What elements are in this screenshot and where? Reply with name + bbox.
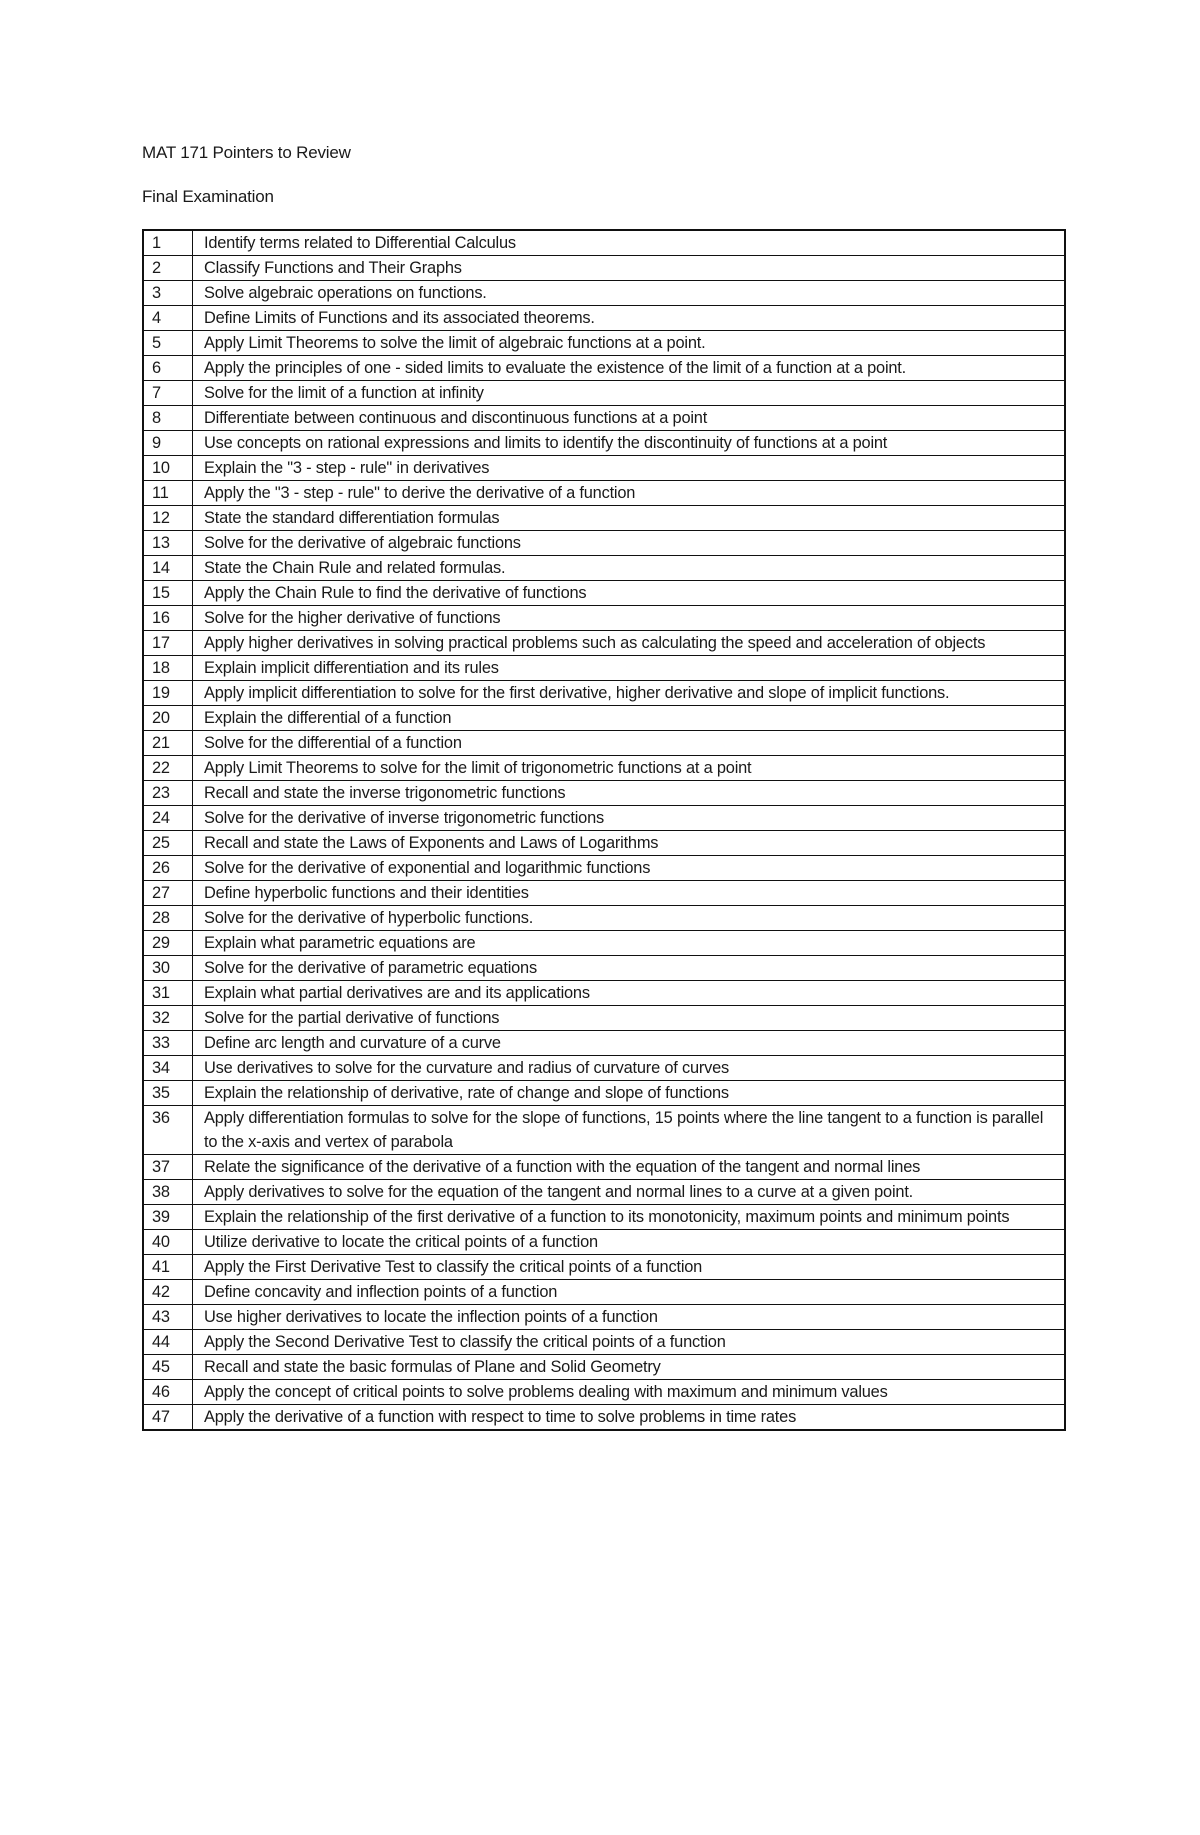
row-topic: Explain the relationship of the first derivative of a function to its monotonicity, maximum points and minimum points [193, 1205, 1066, 1230]
table-row [143, 1031, 1065, 1056]
row-number: 4 [143, 306, 193, 331]
row-topic: Apply the Chain Rule to find the derivative of functions [193, 581, 1066, 606]
document-title: MAT 171 Pointers to Review [142, 143, 351, 162]
table-row [143, 631, 1065, 656]
row-number: 5 [143, 331, 193, 356]
row-number: 2 [143, 256, 193, 281]
row-topic: Explain what parametric equations are [193, 931, 1066, 956]
row-number: 21 [143, 731, 193, 756]
row-number: 33 [143, 1031, 193, 1056]
table-row [143, 281, 1065, 306]
row-topic: Identify terms related to Differential Calculus [193, 230, 1066, 256]
row-topic: Relate the significance of the derivative of a function with the equation of the tangent and normal lines [193, 1155, 1066, 1180]
table-row [143, 881, 1065, 906]
table-row [143, 456, 1065, 481]
row-topic: Explain what partial derivatives are and its applications [193, 981, 1066, 1006]
row-number: 26 [143, 856, 193, 881]
row-number: 19 [143, 681, 193, 706]
row-topic: Solve for the partial derivative of functions [193, 1006, 1066, 1031]
row-topic: Solve for the derivative of algebraic functions [193, 531, 1066, 556]
row-number: 44 [143, 1330, 193, 1355]
table-row [143, 931, 1065, 956]
row-number: 13 [143, 531, 193, 556]
row-topic: Recall and state the inverse trigonometric functions [193, 781, 1066, 806]
row-topic: Apply the "3 - step - rule" to derive the derivative of a function [193, 481, 1066, 506]
table-row [143, 331, 1065, 356]
row-number: 34 [143, 1056, 193, 1081]
table-row [143, 1305, 1065, 1330]
row-topic: State the standard differentiation formulas [193, 506, 1066, 531]
row-topic: Recall and state the Laws of Exponents and Laws of Logarithms [193, 831, 1066, 856]
row-topic: Apply higher derivatives in solving practical problems such as calculating the speed and acceleration of objects [193, 631, 1066, 656]
row-number: 36 [143, 1106, 193, 1155]
row-topic: Explain the relationship of derivative, rate of change and slope of functions [193, 1081, 1066, 1106]
table-row [143, 1355, 1065, 1380]
row-topic: Recall and state the basic formulas of Plane and Solid Geometry [193, 1355, 1066, 1380]
table-row [143, 1205, 1065, 1230]
table-row [143, 506, 1065, 531]
row-topic: Apply the derivative of a function with respect to time to solve problems in time rates [193, 1405, 1066, 1431]
row-topic: Apply implicit differentiation to solve for the first derivative, higher derivative and slope of implicit functions. [193, 681, 1066, 706]
row-number: 8 [143, 406, 193, 431]
row-number: 31 [143, 981, 193, 1006]
row-topic: Explain the "3 - step - rule" in derivatives [193, 456, 1066, 481]
row-number: 32 [143, 1006, 193, 1031]
table-row [143, 1255, 1065, 1280]
table-row [143, 856, 1065, 881]
row-number: 35 [143, 1081, 193, 1106]
row-number: 7 [143, 381, 193, 406]
table-row [143, 1081, 1065, 1106]
row-topic: Use derivatives to solve for the curvature and radius of curvature of curves [193, 1056, 1066, 1081]
table-row [143, 406, 1065, 431]
row-topic: Define arc length and curvature of a curve [193, 1031, 1066, 1056]
row-number: 43 [143, 1305, 193, 1330]
table-row [143, 906, 1065, 931]
table-row [143, 1280, 1065, 1305]
row-number: 38 [143, 1180, 193, 1205]
row-topic: Explain implicit differentiation and its rules [193, 656, 1066, 681]
table-row [143, 806, 1065, 831]
table-row [143, 956, 1065, 981]
row-topic: State the Chain Rule and related formulas. [193, 556, 1066, 581]
row-number: 16 [143, 606, 193, 631]
row-number: 30 [143, 956, 193, 981]
row-number: 47 [143, 1405, 193, 1431]
table-row [143, 431, 1065, 456]
row-number: 20 [143, 706, 193, 731]
row-number: 27 [143, 881, 193, 906]
table-row [143, 1056, 1065, 1081]
document-subtitle: Final Examination [142, 187, 274, 206]
table-row [143, 531, 1065, 556]
row-number: 24 [143, 806, 193, 831]
row-topic: Solve for the derivative of exponential and logarithmic functions [193, 856, 1066, 881]
row-number: 17 [143, 631, 193, 656]
row-topic: Solve for the derivative of parametric equations [193, 956, 1066, 981]
row-number: 11 [143, 481, 193, 506]
table-row [143, 681, 1065, 706]
table-row [143, 1380, 1065, 1405]
table-row [143, 981, 1065, 1006]
table-row [143, 356, 1065, 381]
row-number: 18 [143, 656, 193, 681]
row-number: 1 [143, 230, 193, 256]
row-topic: Utilize derivative to locate the critical points of a function [193, 1230, 1066, 1255]
row-topic: Apply the First Derivative Test to classify the critical points of a function [193, 1255, 1066, 1280]
row-number: 9 [143, 431, 193, 456]
row-topic: Define concavity and inflection points of a function [193, 1280, 1066, 1305]
table-row [143, 706, 1065, 731]
table-row [143, 1006, 1065, 1031]
row-number: 41 [143, 1255, 193, 1280]
table-row [143, 481, 1065, 506]
row-topic: Solve for the derivative of inverse trigonometric functions [193, 806, 1066, 831]
row-topic: Use concepts on rational expressions and limits to identify the discontinuity of functions at a point [193, 431, 1066, 456]
row-topic: Solve algebraic operations on functions. [193, 281, 1066, 306]
row-number: 25 [143, 831, 193, 856]
table-row [143, 756, 1065, 781]
table-row [143, 256, 1065, 281]
row-number: 29 [143, 931, 193, 956]
row-number: 14 [143, 556, 193, 581]
table-row [143, 831, 1065, 856]
row-topic: Apply differentiation formulas to solve for the slope of functions, 15 points where the line tangent to a function is parallel to the x-axis and vertex of parabola [193, 1106, 1066, 1155]
row-topic: Apply the Second Derivative Test to classify the critical points of a function [193, 1330, 1066, 1355]
table-row [143, 1155, 1065, 1180]
row-number: 6 [143, 356, 193, 381]
table-row [143, 1230, 1065, 1255]
row-topic: Define Limits of Functions and its associated theorems. [193, 306, 1066, 331]
row-number: 23 [143, 781, 193, 806]
row-topic: Apply the concept of critical points to solve problems dealing with maximum and minimum values [193, 1380, 1066, 1405]
table-row [143, 556, 1065, 581]
row-topic: Solve for the limit of a function at infinity [193, 381, 1066, 406]
row-topic: Apply derivatives to solve for the equation of the tangent and normal lines to a curve at a given point. [193, 1180, 1066, 1205]
row-topic: Apply Limit Theorems to solve the limit of algebraic functions at a point. [193, 331, 1066, 356]
row-topic: Solve for the differential of a function [193, 731, 1066, 756]
row-number: 28 [143, 906, 193, 931]
row-number: 12 [143, 506, 193, 531]
table-row [143, 381, 1065, 406]
table-row [143, 781, 1065, 806]
row-number: 42 [143, 1280, 193, 1305]
table-row [143, 306, 1065, 331]
table-row [143, 1330, 1065, 1355]
row-topic: Use higher derivatives to locate the inflection points of a function [193, 1305, 1066, 1330]
row-topic: Apply the principles of one - sided limits to evaluate the existence of the limit of a function at a point. [193, 356, 1066, 381]
row-number: 40 [143, 1230, 193, 1255]
row-number: 15 [143, 581, 193, 606]
table-row [143, 606, 1065, 631]
row-topic: Explain the differential of a function [193, 706, 1066, 731]
row-topic: Differentiate between continuous and discontinuous functions at a point [193, 406, 1066, 431]
table-row [143, 731, 1065, 756]
table-row [143, 230, 1065, 256]
row-topic: Classify Functions and Their Graphs [193, 256, 1066, 281]
row-number: 45 [143, 1355, 193, 1380]
row-number: 37 [143, 1155, 193, 1180]
row-topic: Solve for the higher derivative of functions [193, 606, 1066, 631]
table-row [143, 1106, 1065, 1155]
review-pointers-body [143, 230, 1065, 1430]
row-topic: Solve for the derivative of hyperbolic functions. [193, 906, 1066, 931]
row-number: 22 [143, 756, 193, 781]
table-row [143, 581, 1065, 606]
row-topic: Apply Limit Theorems to solve for the limit of trigonometric functions at a point [193, 756, 1066, 781]
table-row [143, 1405, 1065, 1431]
row-number: 46 [143, 1380, 193, 1405]
row-number: 10 [143, 456, 193, 481]
review-pointers-table [142, 229, 1066, 1431]
row-number: 3 [143, 281, 193, 306]
row-number: 39 [143, 1205, 193, 1230]
table-row [143, 656, 1065, 681]
table-row [143, 1180, 1065, 1205]
row-topic: Define hyperbolic functions and their identities [193, 881, 1066, 906]
